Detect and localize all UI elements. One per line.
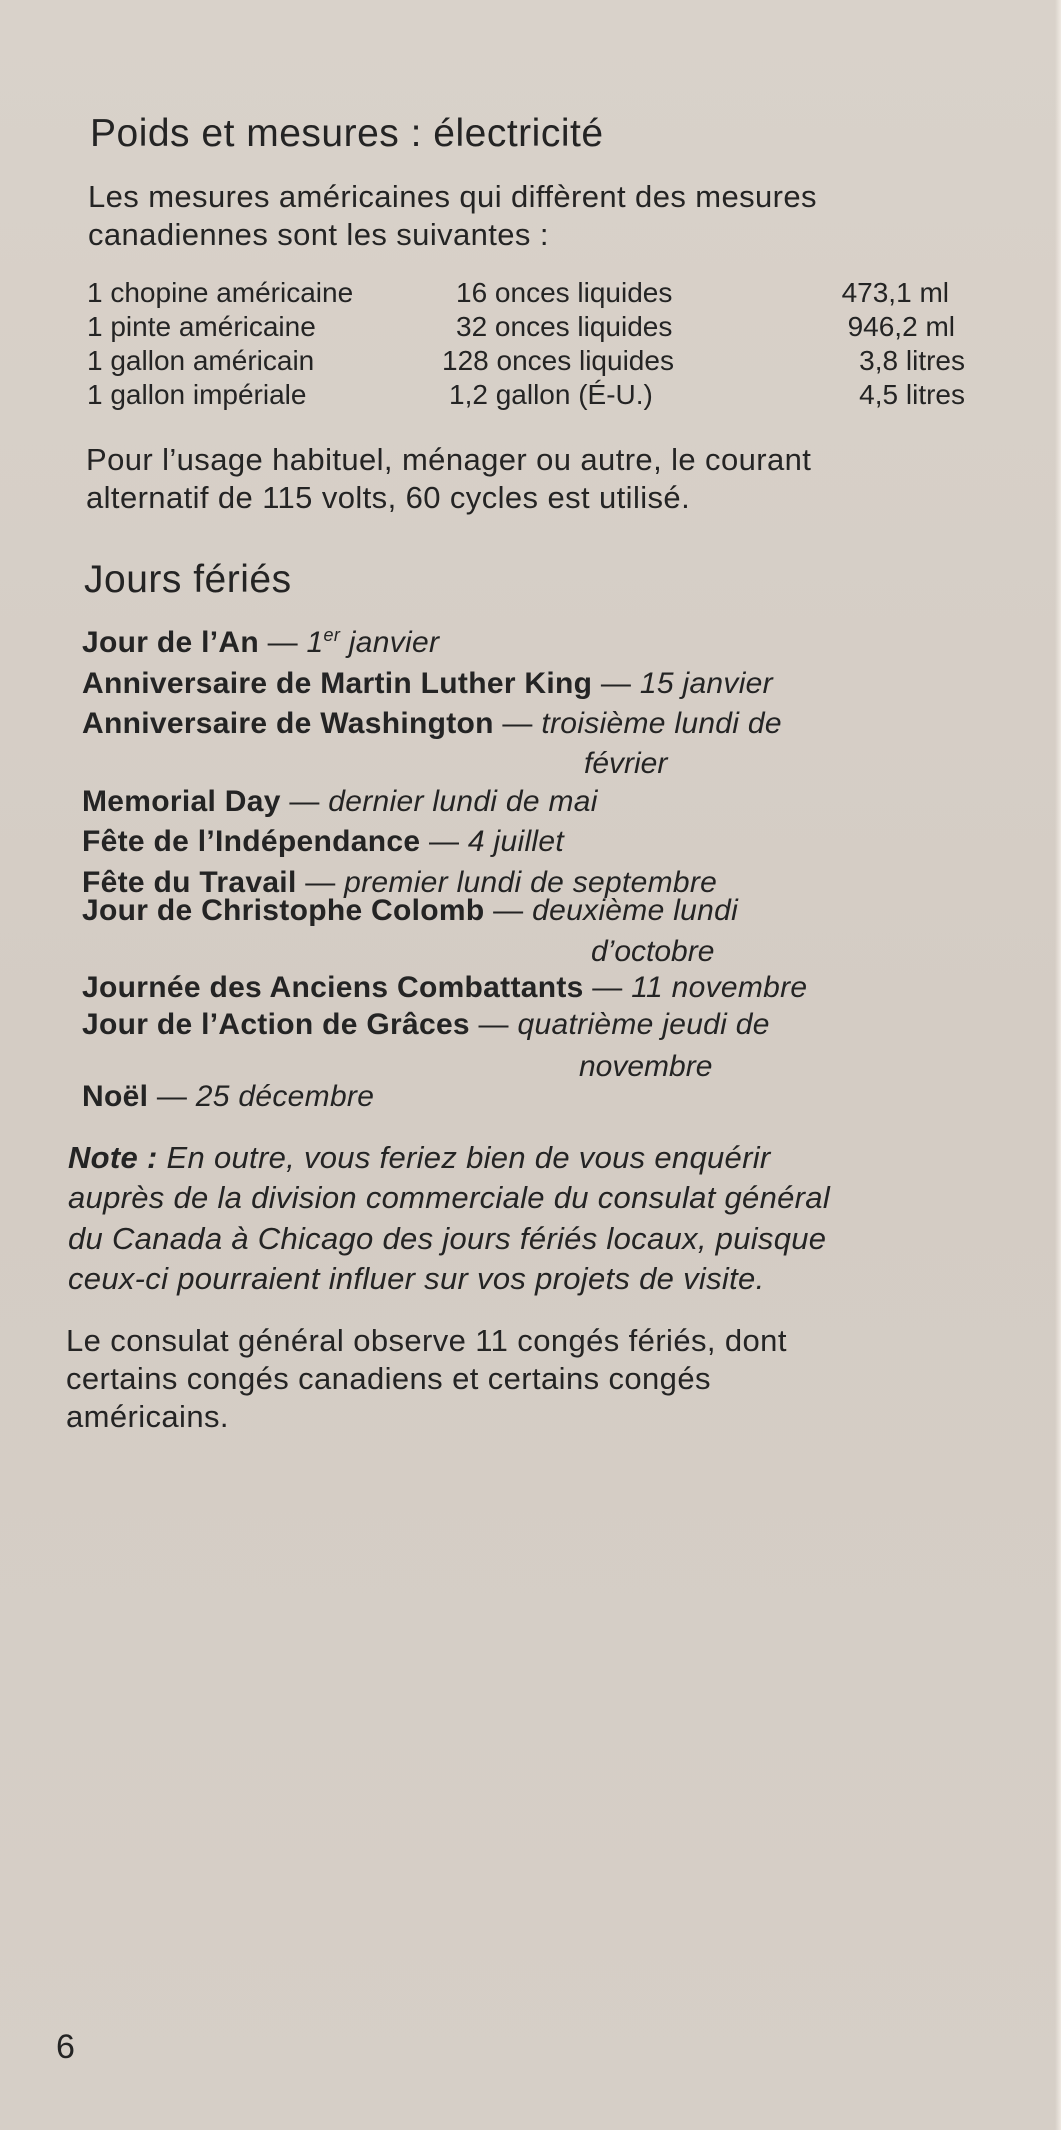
holiday-name: Fête de l’Indépendance [82, 825, 421, 858]
unit-cell: 1 gallon américain [87, 345, 315, 376]
consulate-line-1: Le consulat général observe 11 congés fériés, dont [66, 1323, 787, 1358]
dash: — [148, 1080, 196, 1113]
holiday-date: quatrième jeudi de [517, 1008, 770, 1041]
holiday-item [82, 625, 439, 660]
holiday-item [82, 785, 598, 819]
holiday-name: Jour de l’Action de Grâces [82, 1008, 470, 1041]
power-line-1: Pour l’usage habituel, ménager ou autre, le courant [86, 442, 812, 477]
holiday-item [82, 667, 773, 701]
holiday-item [82, 1008, 770, 1042]
section-title-weights: Poids et mesures : électricité [90, 112, 604, 155]
holiday-item [82, 971, 807, 1005]
holiday-item [82, 825, 564, 859]
equiv-cell: 1,2 gallon (É-U.) [449, 379, 653, 410]
holiday-date: 11 novembre [631, 971, 808, 1004]
holiday-date: troisième lundi de [541, 707, 782, 740]
holiday-date-continued: février [584, 747, 668, 780]
holiday-date: dernier lundi de mai [328, 785, 598, 818]
unit-cell: 1 gallon impériale [87, 379, 307, 410]
dash: — [484, 894, 533, 927]
holiday-date: deuxième lundi [532, 894, 739, 927]
table-row [87, 345, 965, 379]
holiday-date: 1er janvier [306, 625, 440, 659]
table-row [87, 277, 957, 311]
table-row [87, 379, 965, 413]
holiday-name: Journée des Anciens Combattants [82, 971, 584, 1004]
metric-cell: 4,5 litres [859, 379, 965, 410]
holiday-name: Jour de l’An [82, 626, 259, 659]
unit-cell: 1 chopine américaine [87, 277, 354, 308]
unit-cell: 1 pinte américaine [87, 311, 316, 342]
page-number: 6 [56, 2028, 75, 2066]
dash: — [280, 785, 329, 818]
intro-line-2: canadiennes sont les suivantes : [88, 217, 549, 252]
power-line-2: alternatif de 115 volts, 60 cycles est utilisé. [86, 480, 691, 515]
metric-cell: 3,8 litres [859, 345, 965, 376]
table-row [87, 311, 957, 345]
dash: — [296, 866, 345, 899]
holiday-date-continued: d’octobre [591, 935, 715, 968]
holiday-date: 4 juillet [467, 825, 565, 858]
note-line-2: auprès de la division commerciale du consulat général [68, 1180, 831, 1215]
dash: — [469, 1008, 518, 1041]
equiv-cell: 32 onces liquides [456, 311, 673, 342]
measures-table [87, 277, 965, 413]
holiday-name: Memorial Day [82, 785, 281, 818]
holiday-name: Jour de Christophe Colomb [82, 894, 485, 927]
holiday-name: Noël [82, 1080, 149, 1113]
section-title-holidays: Jours fériés [84, 558, 292, 601]
note-line-4: ceux-ci pourraient influer sur vos projets de visite. [68, 1261, 765, 1296]
holiday-date: 25 décembre [195, 1080, 375, 1113]
dash: — [420, 825, 468, 858]
holiday-item [82, 894, 738, 928]
consulate-line-2: certains congés canadiens et certains congés [66, 1361, 711, 1396]
page-edge [1055, 0, 1061, 2130]
equiv-cell: 16 onces liquides [456, 277, 673, 308]
consulate-line-3: américains. [66, 1399, 229, 1434]
holiday-item [82, 707, 782, 741]
holiday-date-continued: novembre [579, 1050, 713, 1083]
intro-line-1: Les mesures américaines qui diffèrent des mesures [88, 179, 817, 214]
note-line-1: Note : En outre, vous feriez bien de vous enquérir [68, 1140, 771, 1175]
dash: — [258, 626, 307, 659]
dash: — [493, 707, 542, 740]
holiday-name: Anniversaire de Washington [82, 707, 494, 740]
holiday-date: premier lundi de septembre [344, 866, 718, 899]
note-line-3: du Canada à Chicago des jours fériés locaux, puisque [68, 1221, 827, 1256]
holiday-name: Anniversaire de Martin Luther King [82, 667, 593, 700]
holiday-item [82, 1080, 374, 1114]
holiday-name: Fête du Travail [82, 866, 297, 899]
dash: — [583, 971, 632, 1004]
dash: — [592, 667, 640, 700]
holiday-date: 15 janvier [639, 667, 773, 700]
note-label: Note : [68, 1140, 158, 1175]
metric-cell: 473,1 ml [841, 277, 949, 308]
metric-cell: 946,2 ml [847, 311, 955, 342]
equiv-cell: 128 onces liquides [442, 345, 674, 376]
